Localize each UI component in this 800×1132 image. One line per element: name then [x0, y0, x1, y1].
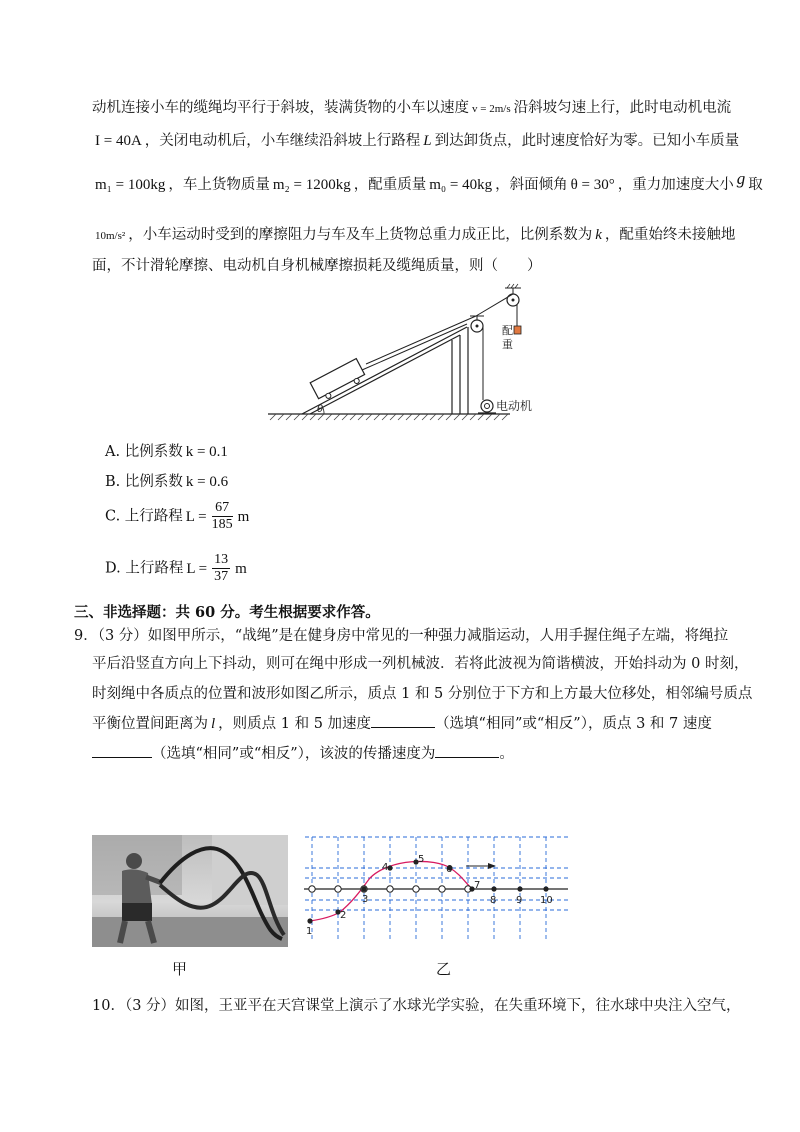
q8-line-3 — [92, 169, 763, 195]
text: ，车上货物质量 — [168, 177, 270, 193]
text: 沿斜坡匀速上行，此时电动机电流 — [513, 100, 732, 116]
q8-line-1 — [92, 98, 731, 119]
option-label: C. — [105, 508, 121, 525]
m1-expr: m₁ = 100kg — [95, 177, 166, 193]
particle-label-2: 2 — [340, 910, 347, 921]
answer-blank-3[interactable] — [435, 757, 499, 758]
option-c[interactable] — [105, 500, 252, 533]
figure-label-yi: 乙 — [436, 960, 452, 978]
text: 到达卸货点，此时速度恰好为零。已知小车质量 — [434, 133, 740, 149]
particle-label-1: 1 — [306, 926, 313, 937]
text: ，配重质量 — [353, 177, 427, 193]
particle-label-10: 10 — [540, 895, 553, 906]
particle-label-7: 7 — [474, 880, 481, 891]
text: ，关闭电动机后，小车继续沿斜坡上行路程 — [144, 133, 421, 149]
text: ，则质点 1 和 5 加速度 — [218, 716, 372, 732]
current-expr: I = 40A — [95, 133, 142, 149]
numerator: 67 — [212, 500, 233, 517]
text: 。 — [499, 746, 514, 762]
option-label: D. — [105, 560, 121, 577]
particle-label-8: 8 — [490, 895, 497, 906]
unit: m — [235, 560, 247, 577]
var-l: l — [211, 716, 216, 732]
theta-label: θ — [317, 404, 324, 415]
m0-expr: m₀ = 40kg — [429, 177, 493, 193]
text: ，配重始终未接触地 — [604, 227, 736, 243]
speed-expr: v = 2m/s — [472, 103, 511, 115]
text: 取 — [748, 177, 763, 193]
text: 平衡位置间距离为 — [92, 716, 208, 732]
denominator: 37 — [214, 569, 229, 584]
q8-line-2 — [92, 131, 739, 151]
denominator: 185 — [211, 517, 233, 532]
q8-line-5 — [92, 256, 542, 276]
q10-line-1: 10．（3 分）如图，王亚平在天宫课堂上演示了水球光学实验，在失重环境下，往水球中央注入空气， — [92, 998, 741, 1014]
option-label: B. — [105, 474, 121, 490]
q8-line-4 — [92, 225, 735, 246]
fraction — [212, 500, 233, 533]
option-lhs: L = — [185, 508, 207, 525]
text: 面，不计滑轮摩擦、电动机自身机械摩擦损耗及缆绳质量，则（ ） — [92, 258, 542, 274]
option-label: A. — [105, 444, 121, 460]
incline-figure — [262, 282, 542, 430]
text: ，小车运动时受到的摩擦阻力与车及车上货物总重力成正比，比例系数为 — [128, 227, 593, 243]
particle-label-3: 3 — [362, 894, 369, 905]
numerator: 13 — [214, 552, 229, 567]
q9-line-5 — [92, 744, 514, 764]
q9-line-3: 时刻绳中各质点的位置和波形如图乙所示，质点 1 和 5 分别位于下方和上方最大位移处，相邻编号质点 — [92, 686, 753, 702]
var-L: L — [423, 133, 432, 149]
counterweight-label-1: 配 — [502, 324, 513, 337]
option-text: 比例系数 — [124, 444, 183, 460]
particle-label-5: 5 — [418, 854, 425, 865]
motor-label: 电动机 — [496, 399, 533, 413]
option-text: 上行路程 — [125, 560, 184, 577]
q9-line-2: 平后沿竖直方向上下抖动，则可在绳中形成一列机械波．若将此波视为简谐横波，开始抖动为 0 时刻， — [92, 656, 749, 672]
text: ，斜面倾角 — [495, 177, 568, 193]
answer-blank-2[interactable] — [92, 757, 152, 758]
answer-blank-1[interactable] — [371, 727, 435, 728]
option-text: 比例系数 — [124, 474, 183, 490]
cable-lower — [362, 324, 467, 370]
particle-label-6: 6 — [446, 864, 453, 875]
figure-label-jia: 甲 — [172, 960, 188, 978]
option-a[interactable] — [105, 440, 231, 461]
var-g: g — [736, 169, 746, 188]
counterweight — [514, 326, 521, 334]
counterweight-label-2: 重 — [502, 338, 513, 351]
wave-figure — [300, 832, 572, 944]
option-b[interactable] — [105, 470, 231, 491]
option-d[interactable] — [105, 552, 250, 585]
ramp-top — [302, 327, 467, 414]
text: ，重力加速度大小 — [617, 177, 734, 193]
option-lhs: L = — [186, 560, 208, 577]
particle-label-9: 9 — [516, 895, 523, 906]
option-text: 上行路程 — [124, 508, 183, 525]
text: （选填“相同”或“相反”），质点 3 和 7 速度 — [435, 716, 712, 732]
cart — [310, 359, 366, 403]
fraction — [212, 552, 230, 585]
ground-hatch — [270, 414, 508, 420]
text: （选填“相同”或“相反”），该波的传播速度为 — [152, 746, 436, 762]
theta-expr: θ = 30° — [570, 177, 615, 193]
battle-rope-photo — [92, 835, 288, 947]
g-value: 10m/s² — [95, 230, 126, 242]
option-math: k = 0.6 — [185, 474, 229, 490]
m2-expr: m₂ = 1200kg — [272, 177, 351, 193]
section-heading: 三、非选择题：共 60 分。考生根据要求作答。 — [74, 604, 380, 621]
option-math: k = 0.1 — [185, 444, 228, 460]
unit: m — [237, 508, 250, 525]
q9-line-4 — [92, 714, 712, 734]
var-k: k — [595, 227, 602, 243]
q9-line-1: 9．（3 分）如图甲所示，“战绳”是在健身房中常见的一种强力减脂运动，人用手握住绳子左端，将绳拉 — [74, 628, 729, 644]
text: 动机连接小车的缆绳均平行于斜坡，装满货物的小车以速度 — [92, 100, 469, 116]
particle-label-4: 4 — [382, 862, 389, 873]
